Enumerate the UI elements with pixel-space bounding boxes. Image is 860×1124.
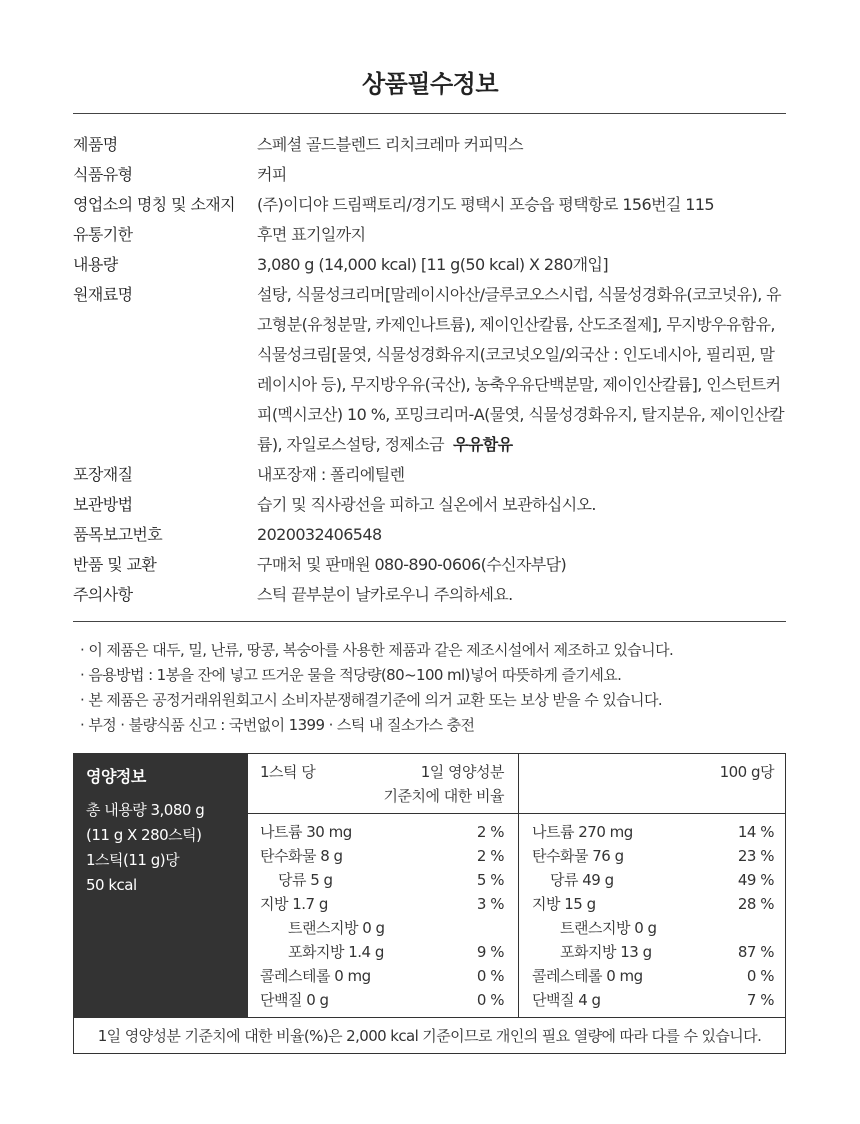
nutrient-row bbox=[260, 820, 504, 844]
nutrient-percent: 9 % bbox=[476, 943, 504, 961]
nutrient-row bbox=[532, 988, 774, 1012]
nutrient-name: 단백질 4 g bbox=[532, 991, 601, 1009]
nutrient-row bbox=[260, 964, 504, 988]
nutrient-name: 탄수화물 8 g bbox=[260, 847, 343, 865]
nutrient-percent: 87 % bbox=[737, 943, 774, 961]
info-label: 내용량 bbox=[73, 255, 118, 274]
nutrient-percent: 14 % bbox=[737, 823, 774, 841]
info-value: 2020032406548 bbox=[257, 525, 382, 544]
info-value: 커피 bbox=[257, 165, 287, 184]
page-title: 상품필수정보 bbox=[361, 70, 499, 98]
nutrient-percent: 2 % bbox=[476, 847, 504, 865]
nutrient-name: 포화지방 13 g bbox=[560, 943, 652, 961]
nutrient-name: 트랜스지방 0 g bbox=[560, 919, 657, 937]
header-daily-line2: 기준치에 대한 비율 bbox=[383, 787, 504, 805]
info-value: 구매처 및 판매원 080-890-0606(수신자부담) bbox=[257, 555, 567, 574]
info-row bbox=[73, 280, 786, 460]
nutrient-percent: 0 % bbox=[746, 967, 774, 985]
info-label: 주의사항 bbox=[73, 585, 133, 604]
header-per-100g: 100 g당 bbox=[719, 763, 774, 781]
nutrient-name: 포화지방 1.4 g bbox=[288, 943, 384, 961]
info-value: 내포장재 : 폴리에틸렌 bbox=[257, 465, 405, 484]
note-item: · 이 제품은 대두, 밀, 난류, 땅콩, 복숭아를 사용한 제품과 같은 제조시설에서 제조하고 있습니다. bbox=[80, 641, 674, 659]
nutrient-row bbox=[532, 820, 774, 844]
info-row bbox=[73, 130, 786, 160]
nutrient-percent: 0 % bbox=[476, 967, 504, 985]
notes-list bbox=[80, 638, 786, 738]
nutrient-percent: 3 % bbox=[476, 895, 504, 913]
nutrient-row bbox=[260, 940, 504, 964]
nutrient-row bbox=[260, 988, 504, 1012]
nutrient-name: 지방 15 g bbox=[532, 895, 596, 913]
nutrient-percent: 28 % bbox=[737, 895, 774, 913]
allergen-highlight: 우유함유 bbox=[453, 435, 513, 454]
nutrient-name: 당류 49 g bbox=[550, 871, 614, 889]
info-label: 제품명 bbox=[73, 135, 118, 154]
info-row bbox=[73, 160, 786, 190]
info-label: 영업소의 명칭 및 소재지 bbox=[73, 195, 236, 214]
info-label: 반품 및 교환 bbox=[73, 555, 157, 574]
ingredients-value bbox=[257, 280, 786, 460]
info-label: 보관방법 bbox=[73, 495, 133, 514]
column-divider bbox=[518, 754, 519, 1017]
header-per-stick: 1스틱 당 bbox=[260, 763, 316, 781]
ingredients-text: 설탕, 식물성크리머[말레이시아산/글루코오스시럽, 식물성경화유(코코넛유), 유고형분(유청분말, 카제인나트륨), 제이인산칼륨, 산도조절제], 무지방우유함유, 식물성크림[물엿, 식물성경화유지(코코넛오일/외국산 : 인도네시아, 필리핀, 말레이시아 등), 무지방우유(국산), 농축우유단백분말, 제이인산칼륨], 인스턴트커피(멕시코산) 10 %, 포밍크리머-A(물엿, 식물성경화유지, 탈지분유, 제이인산칼륨), 자일로스설탕, 정제소금 bbox=[257, 285, 785, 454]
nutrition-summary-line: 총 내용량 3,080 g bbox=[86, 801, 205, 819]
nutrition-summary-line: (11 g X 280스틱) bbox=[86, 826, 202, 844]
info-row bbox=[73, 220, 786, 250]
info-value: 스틱 끝부분이 날카로우니 주의하세요. bbox=[257, 585, 513, 604]
nutrient-name: 나트륨 30 mg bbox=[260, 823, 352, 841]
note-item: · 음용방법 : 1봉을 잔에 넣고 뜨거운 물을 적당량(80~100 ml)넣어 따뜻하게 즐기세요. bbox=[80, 666, 622, 684]
title-divider bbox=[73, 113, 786, 114]
product-info-table bbox=[73, 130, 786, 610]
nutrient-row bbox=[260, 844, 504, 868]
nutrient-percent: 7 % bbox=[746, 991, 774, 1009]
info-label: 원재료명 bbox=[73, 285, 133, 304]
nutrient-name: 당류 5 g bbox=[278, 871, 333, 889]
nutrient-row bbox=[260, 892, 504, 916]
nutrient-row bbox=[532, 868, 774, 892]
nutrition-facts-table bbox=[73, 753, 786, 1054]
nutrition-title: 영양정보 bbox=[86, 767, 146, 786]
nutrient-name: 단백질 0 g bbox=[260, 991, 329, 1009]
nutrient-row bbox=[532, 964, 774, 988]
info-value: 습기 및 직사광선을 피하고 실온에서 보관하십시오. bbox=[257, 495, 596, 514]
nutrient-percent: 5 % bbox=[476, 871, 504, 889]
info-row bbox=[73, 460, 786, 490]
info-row bbox=[73, 490, 786, 520]
per-100g-column bbox=[532, 820, 774, 1012]
info-label: 포장재질 bbox=[73, 465, 133, 484]
nutrient-percent: 0 % bbox=[476, 991, 504, 1009]
nutrient-name: 탄수화물 76 g bbox=[532, 847, 624, 865]
per-stick-column bbox=[260, 820, 504, 1012]
info-row bbox=[73, 190, 786, 220]
header-daily-line1: 1일 영양성분 bbox=[420, 763, 504, 781]
nutrient-row bbox=[260, 868, 504, 892]
nutrient-row bbox=[532, 940, 774, 964]
nutrient-row bbox=[532, 892, 774, 916]
nutrition-summary-line: 50 kcal bbox=[86, 876, 137, 894]
info-row bbox=[73, 520, 786, 550]
info-row bbox=[73, 580, 786, 610]
info-value: 3,080 g (14,000 kcal) [11 g(50 kcal) X 280개입] bbox=[257, 255, 608, 274]
nutrient-name: 트랜스지방 0 g bbox=[288, 919, 385, 937]
nutrition-footnote: 1일 영양성분 기준치에 대한 비율(%)은 2,000 kcal 기준이므로 개인의 필요 열량에 따라 다를 수 있습니다. bbox=[97, 1027, 762, 1045]
note-item: · 부정 · 불량식품 신고 : 국번없이 1399 · 스틱 내 질소가스 충전 bbox=[80, 716, 475, 734]
nutrient-row bbox=[532, 916, 774, 940]
nutrient-percent: 49 % bbox=[737, 871, 774, 889]
info-row bbox=[73, 250, 786, 280]
info-label: 품목보고번호 bbox=[73, 525, 163, 544]
info-value: (주)이디야 드림팩토리/경기도 평택시 포승읍 평택항로 156번길 115 bbox=[257, 195, 715, 214]
nutrient-name: 콜레스테롤 0 mg bbox=[532, 967, 643, 985]
info-value: 스페셜 골드블렌드 리치크레마 커피믹스 bbox=[257, 135, 524, 154]
info-divider bbox=[73, 621, 786, 622]
nutrient-name: 콜레스테롤 0 mg bbox=[260, 967, 371, 985]
header-divider bbox=[248, 813, 786, 814]
info-value: 후면 표기일까지 bbox=[257, 225, 366, 244]
nutrient-percent: 2 % bbox=[476, 823, 504, 841]
nutrient-row bbox=[260, 916, 504, 940]
info-label: 식품유형 bbox=[73, 165, 133, 184]
info-row bbox=[73, 550, 786, 580]
nutrient-name: 지방 1.7 g bbox=[260, 895, 328, 913]
nutrient-row bbox=[532, 844, 774, 868]
nutrition-summary-line: 1스틱(11 g)당 bbox=[86, 851, 180, 869]
note-item: · 본 제품은 공정거래위원회고시 소비자분쟁해결기준에 의거 교환 또는 보상 받을 수 있습니다. bbox=[80, 691, 663, 709]
nutrition-summary-panel bbox=[74, 754, 248, 1017]
nutrient-name: 나트륨 270 mg bbox=[532, 823, 633, 841]
nutrient-percent: 23 % bbox=[737, 847, 774, 865]
info-label: 유통기한 bbox=[73, 225, 133, 244]
